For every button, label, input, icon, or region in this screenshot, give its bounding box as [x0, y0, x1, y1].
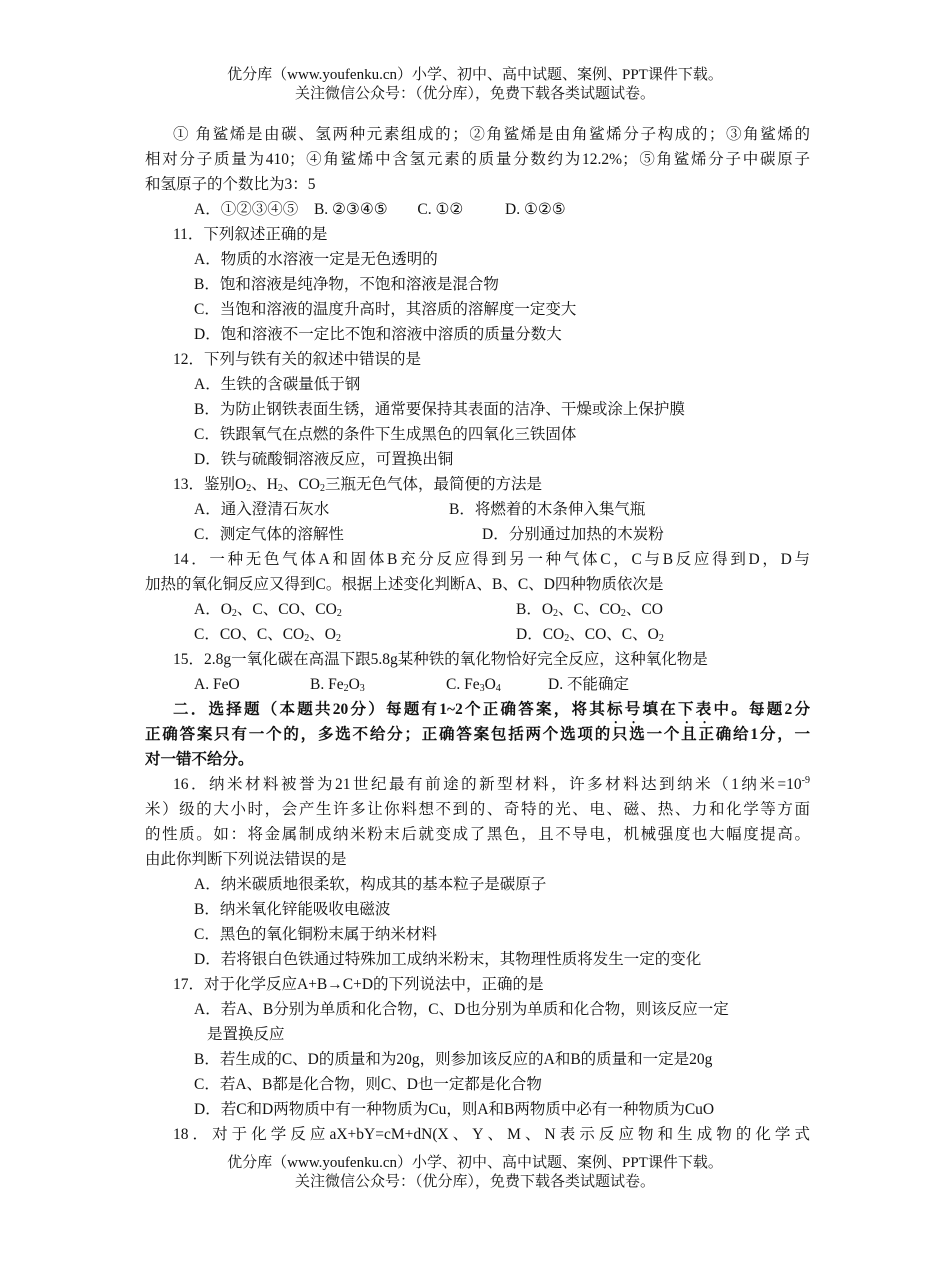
section-2-instruction-line-3: 对一错不给分。 — [145, 751, 254, 768]
q10-option-c: C. ①② — [417, 201, 464, 218]
q14-option-b: B．$O_2$、C、$CO_2$、CO — [516, 601, 663, 619]
q14-options-row-2 — [145, 622, 810, 647]
q11-option-b: B．饱和溶液是纯净物，不饱和溶液是混合物 — [194, 276, 499, 293]
header-line-1: 优分库（www.youfenku.cn）小学、初中、高中试题、案例、PPT课件下载。 — [227, 67, 723, 83]
exam-content — [145, 122, 810, 1147]
q13-option-d: D．分别通过加热的木炭粉 — [482, 526, 664, 543]
q11-option-d: D．饱和溶液不一定比不饱和溶液中溶质的质量分数大 — [194, 326, 562, 343]
q12-stem: 12．下列与铁有关的叙述中错误的是 — [173, 351, 422, 368]
q10-option-b: B. ②③④⑤ — [313, 201, 388, 218]
q15-option-b: B. $Fe_2O_3$ — [310, 676, 365, 694]
q10-stem-line-2: 相对分子质量为410；④角鲨烯中含氢元素的质量分数约为12.2%；⑤角鲨烯分子中碳原子 — [145, 151, 810, 168]
q11-option-c: C．当饱和溶液的温度升高时，其溶质的溶解度一定变大 — [194, 301, 577, 318]
q14-option-c: C．CO、C、$CO_2$、$O_2$ — [194, 626, 341, 644]
q10-stem-line-3: 和氢原子的个数比为3：5 — [145, 176, 316, 193]
q15-option-a: A. FeO — [194, 676, 240, 693]
q17-option-c: C．若A、B都是化合物，则C、D也一定都是化合物 — [194, 1076, 542, 1093]
section-2-instruction-line-2: 正确答案只有一个的，多选不给分；正确答案包括两个选项的只选一个且正确给1分，一 — [145, 726, 810, 743]
page-footer — [0, 1154, 950, 1192]
footer-line-2: 关注微信公众号：（优分库），免费下载各类试题试卷。 — [294, 1174, 655, 1190]
q14-option-a: A．$O_2$、C、CO、$CO_2$ — [194, 601, 342, 619]
q13-options-row-1 — [145, 497, 810, 522]
q16-option-d: D．若将银白色铁通过特殊加工成纳米粉末，其物理性质将发生一定的变化 — [194, 951, 702, 968]
q13-option-b: B．将燃着的木条伸入集气瓶 — [449, 501, 646, 518]
q17-option-a-line-2: 是置换反应 — [207, 1026, 285, 1043]
q16-stem-line-1: 16．纳米材料被誉为21世纪最有前途的新型材料，许多材料达到纳米（1纳米$=10^{-9}$ — [173, 775, 810, 793]
q10-option-a: A．①②③④⑤ — [194, 201, 299, 218]
q13-option-c: C．测定气体的溶解性 — [194, 526, 344, 543]
q13-stem: 13．鉴别$O_2$、$H_2$、$CO_2$三瓶无色气体，最简便的方法是 — [173, 476, 542, 494]
q15-option-d: D. 不能确定 — [548, 676, 629, 693]
q15-options — [145, 672, 810, 697]
q14-options-row-1 — [145, 597, 810, 622]
q17-option-a-line-1: A．若A、B分别为单质和化合物，C、D也分别为单质和化合物，则该反应一定 — [194, 1001, 729, 1018]
q11-option-a: A．物质的水溶液一定是无色透明的 — [194, 251, 438, 268]
q11-stem: 11．下列叙述正确的是 — [173, 226, 328, 243]
q16-stem-line-3: 的性质。如：将金属制成纳米粉末后就变成了黑色，且不导电，机械强度也大幅度提高。 — [145, 826, 810, 843]
section-2-instruction-line-1: 二．选择题（本题共20分）每题有1~2个正确答案，将其标号填在下表中。每题2分 — [173, 701, 810, 718]
q13-option-a: A．通入澄清石灰水 — [194, 501, 330, 518]
q17-stem: 17．对于化学反应A+B→C+D的下列说法中，正确的是 — [173, 976, 544, 993]
q16-stem-line-2: 米）级的大小时，会产生许多让你料想不到的、奇特的光、电、磁、热、力和化学等方面 — [145, 801, 810, 818]
footer-line-1: 优分库（www.youfenku.cn）小学、初中、高中试题、案例、PPT课件下载。 — [227, 1155, 723, 1171]
page-header — [0, 66, 950, 104]
q13-options-row-2 — [145, 522, 810, 547]
q16-stem-line-4: 由此你判断下列说法错误的是 — [145, 851, 347, 868]
q14-option-d: D．$CO_2$、CO、C、$O_2$ — [516, 626, 664, 644]
q10-options — [145, 197, 810, 222]
q10-option-d: D. ①②⑤ — [505, 201, 566, 218]
q12-option-b: B．为防止钢铁表面生锈，通常要保持其表面的洁净、干燥或涂上保护膜 — [194, 401, 685, 418]
q15-stem: 15．2.8g一氧化碳在高温下跟5.8g某种铁的氧化物恰好完全反应，这种氧化物是 — [173, 651, 708, 668]
q16-option-c: C．黑色的氧化铜粉末属于纳米材料 — [194, 926, 437, 943]
q12-option-d: D．铁与硫酸铜溶液反应，可置换出铜 — [194, 451, 454, 468]
q14-stem-line-1: 14．一种无色气体A和固体B充分反应得到另一种气体C，C与B反应得到D，D与 — [173, 551, 810, 568]
header-line-2: 关注微信公众号：（优分库），免费下载各类试题试卷。 — [294, 86, 655, 102]
q12-option-c: C．铁跟氧气在点燃的条件下生成黑色的四氧化三铁固体 — [194, 426, 577, 443]
q14-stem-line-2: 加热的氧化铜反应又得到C。根据上述变化判断A、B、C、D四种物质依次是 — [145, 576, 664, 593]
q18-stem-line-1: 18．对于化学反应aX+bY=cM+dN(X、Y、M、N表示反应物和生成物的化学式 — [173, 1126, 810, 1143]
q17-option-d: D．若C和D两物质中有一种物质为Cu，则A和B两物质中必有一种物质为CuO — [194, 1101, 715, 1118]
q12-option-a: A．生铁的含碳量低于钢 — [194, 376, 361, 393]
q16-option-b: B．纳米氧化锌能吸收电磁波 — [194, 901, 391, 918]
q10-stem-line-1: ① 角鲨烯是由碳、氢两种元素组成的；②角鲨烯是由角鲨烯分子构成的；③角鲨烯的 — [173, 126, 810, 143]
q16-option-a: A．纳米碳质地很柔软，构成其的基本粒子是碳原子 — [194, 876, 547, 893]
q17-option-b: B．若生成的C、D的质量和为20g，则参加该反应的A和B的质量和一定是20g — [194, 1051, 713, 1068]
q15-option-c: C. $Fe_3O_4$ — [446, 676, 501, 694]
